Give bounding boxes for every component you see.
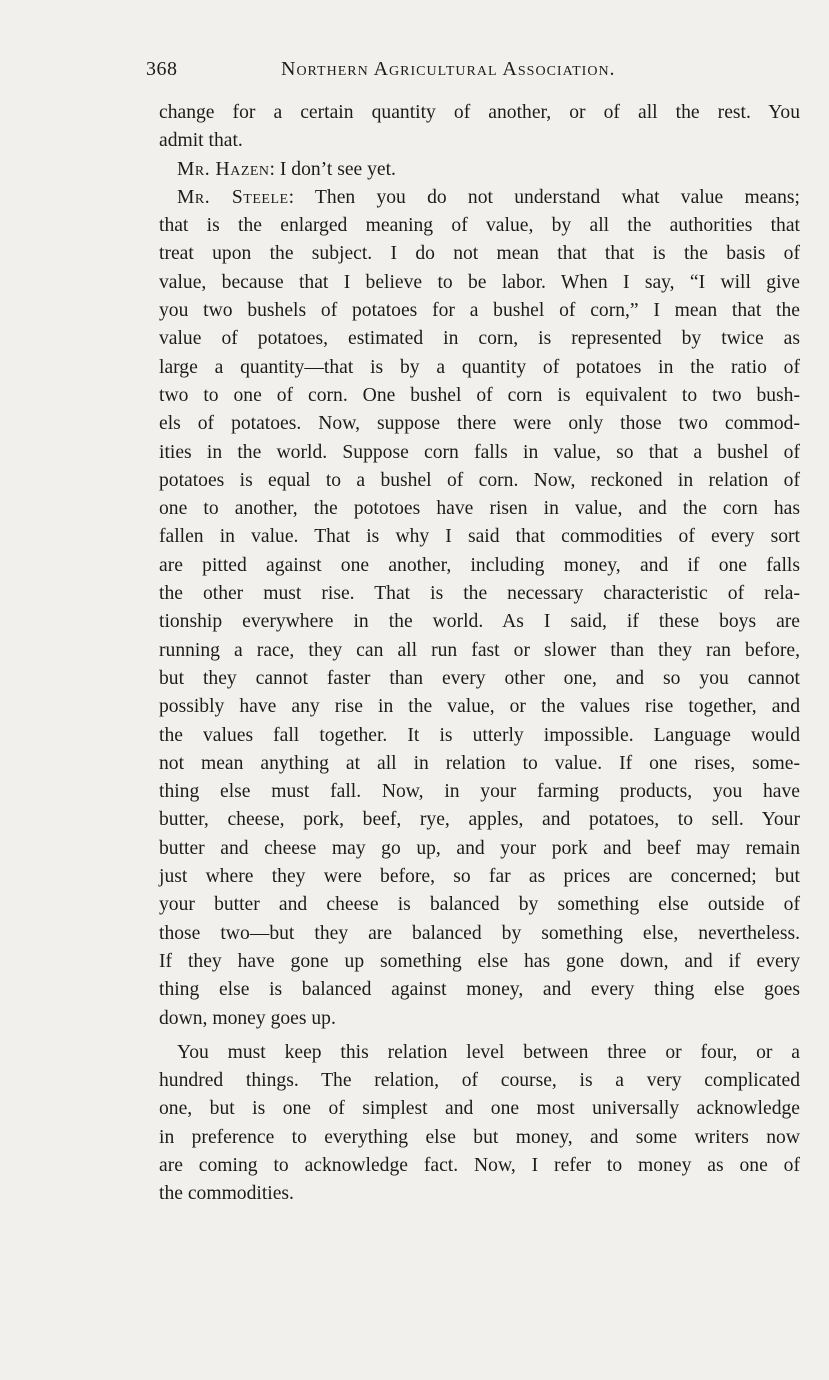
text-line: potatoes is equal to a bushel of corn. Now, reckoned in relation of	[159, 469, 800, 491]
text-line: just where they were before, so far as prices are concerned; but	[159, 866, 800, 888]
text-line: the commodities.	[159, 1183, 294, 1205]
paragraph	[159, 184, 800, 1033]
text-line: ities in the world. Suppose corn falls in value, so that a bushel of	[159, 441, 800, 463]
text-line: change for a certain quantity of another, or of all the rest. You	[159, 102, 800, 123]
line-text: : I don’t see yet.	[269, 158, 396, 180]
text-line: You must keep this relation level between three or four, or a	[177, 1041, 800, 1063]
text-line: in preference to everything else but money, and some writers now	[159, 1126, 800, 1148]
speaker-name: Mr. Steele	[177, 186, 289, 208]
text-line: value of potatoes, estimated in corn, is represented by twice as	[159, 328, 800, 350]
page-number: 368	[146, 58, 178, 80]
text-line: tionship everywhere in the world. As I said, if these boys are	[159, 611, 800, 633]
text-line: you two bushels of potatoes for a bushel of corn,” I mean that the	[159, 300, 800, 322]
text-line: thing else is balanced against money, and every thing else goes	[159, 979, 800, 1001]
text-line: those two—but they are balanced by something else, nevertheless.	[159, 922, 800, 944]
text-line: running a race, they can all run fast or slower than they ran before,	[159, 639, 800, 661]
text-line: fallen in value. That is why I said that commodities of every sort	[159, 526, 800, 548]
text-line: one to another, the pototoes have risen in value, and the corn has	[159, 498, 800, 520]
text-line: hundred things. The relation, of course, is a very complicated	[159, 1070, 800, 1092]
text-line: butter and cheese may go up, and your pork and beef may remain	[159, 837, 800, 859]
text-line: down, money goes up.	[159, 1007, 336, 1029]
text-line: thing else must fall. Now, in your farming products, you have	[159, 781, 800, 803]
text-line: not mean anything at all in relation to value. If one rises, some-	[159, 752, 800, 774]
text-line	[159, 156, 800, 184]
text-line: the values fall together. It is utterly impossible. Language would	[159, 724, 800, 746]
paragraph	[159, 156, 800, 184]
text-line: the other must rise. That is the necessary characteristic of rela-	[159, 583, 800, 605]
text-line: one, but is one of simplest and one most universally acknowledge	[159, 1098, 800, 1120]
text-line: are coming to acknowledge fact. Now, I refer to money as one of	[159, 1154, 800, 1176]
text-line: els of potatoes. Now, suppose there were only those two commod-	[159, 413, 800, 435]
text-line	[159, 184, 800, 212]
text-line: are pitted against one another, including money, and if one falls	[159, 554, 800, 576]
line-text: : Then you do not understand what value means;	[288, 186, 800, 208]
text-line: butter, cheese, pork, beef, rye, apples, and potatoes, to sell. Your	[159, 809, 800, 831]
text-line: your butter and cheese is balanced by something else outside of	[159, 894, 800, 916]
text-line: possibly have any rise in the value, or the values rise together, and	[159, 696, 800, 718]
page-header	[146, 58, 806, 88]
paragraph	[159, 99, 800, 156]
text-line: admit that.	[159, 130, 243, 152]
speaker-name: Mr. Hazen	[177, 158, 270, 180]
text-line: treat upon the subject. I do not mean that that is the basis of	[159, 243, 800, 265]
text-line: that is the enlarged meaning of value, by all the authorities that	[159, 215, 800, 237]
text-line: If they have gone up something else has gone down, and if every	[159, 950, 800, 972]
text-line: value, because that I believe to be labor. When I say, “I will give	[159, 271, 800, 293]
text-line: two to one of corn. One bushel of corn is equivalent to two bush-	[159, 384, 800, 406]
paragraph	[159, 1039, 800, 1209]
text-line: but they cannot faster than every other one, and so you cannot	[159, 667, 800, 689]
body-text	[159, 99, 800, 1209]
text-line: large a quantity—that is by a quantity of potatoes in the ratio of	[159, 356, 800, 378]
running-head: Northern Agricultural Association.	[281, 58, 616, 80]
